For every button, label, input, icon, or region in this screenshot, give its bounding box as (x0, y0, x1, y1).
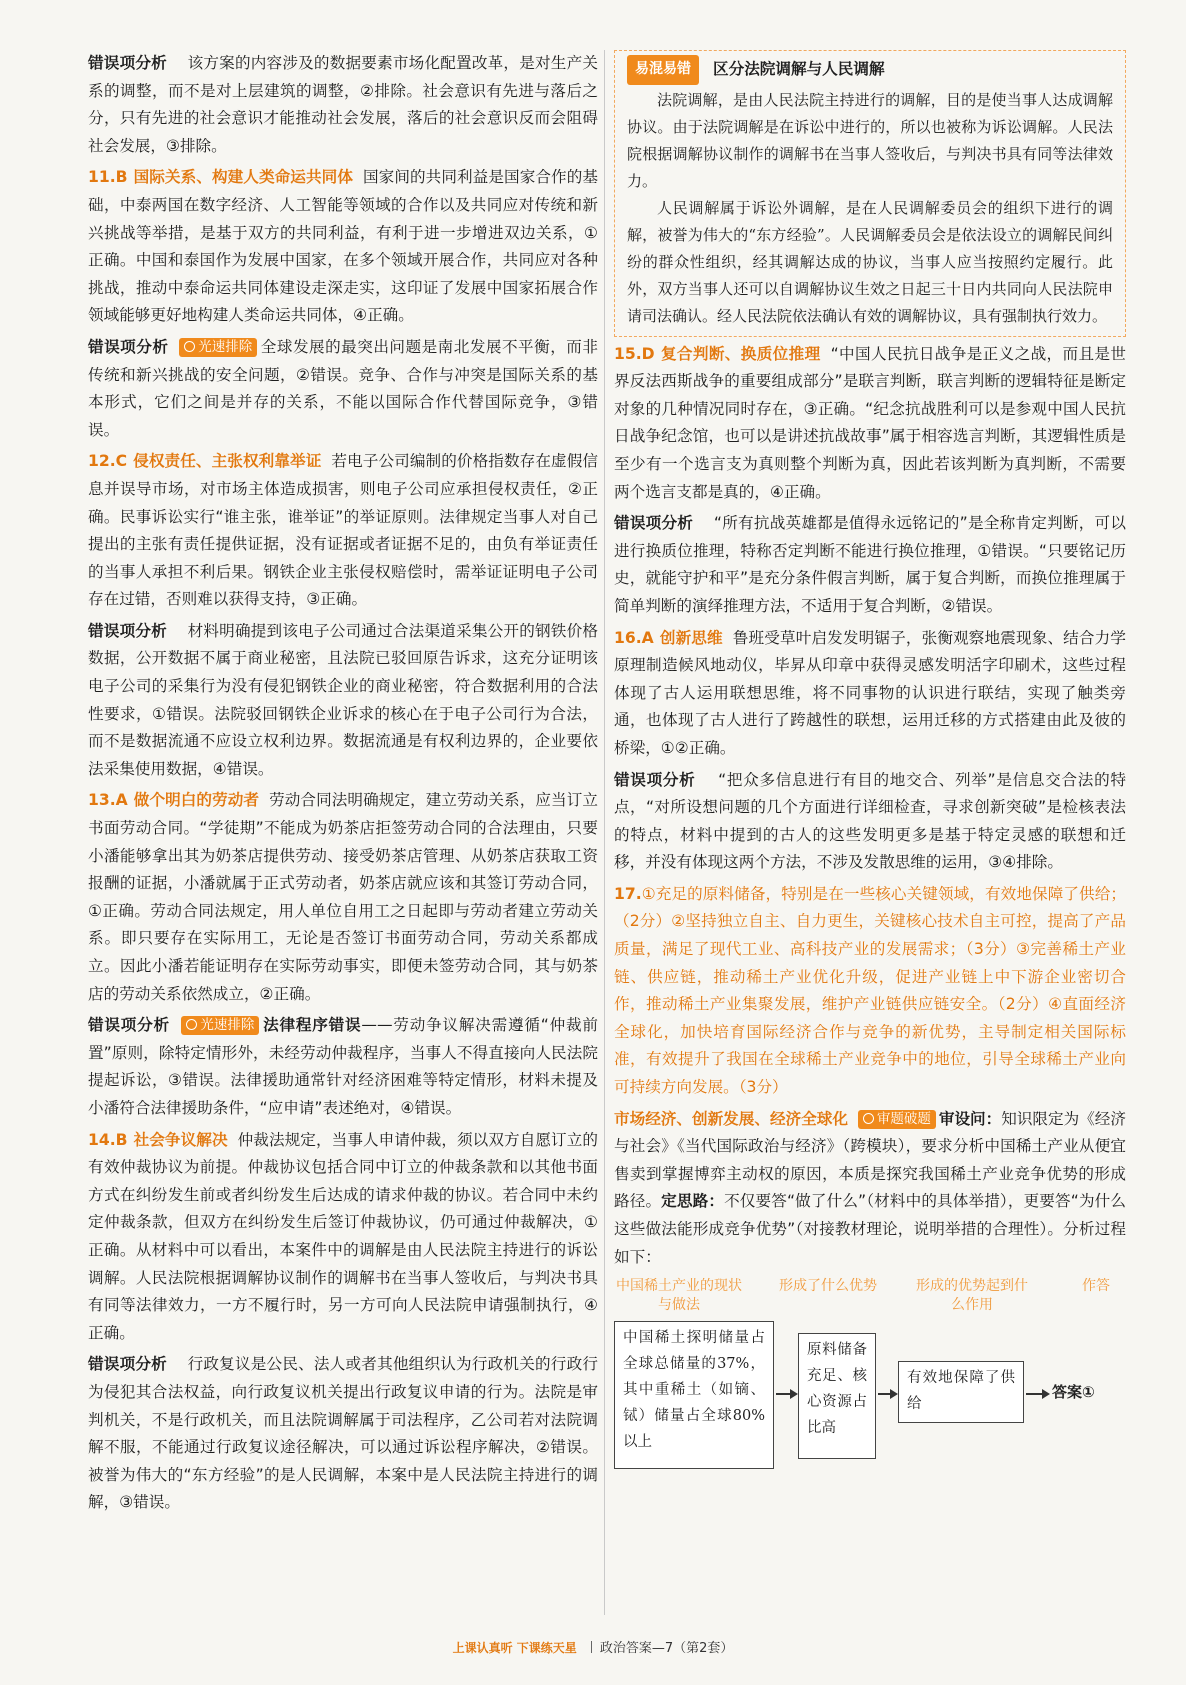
q16-answer: 16.A 创新思维 鲁班受草叶启发发明锯子，张衡观察地震现象、结合力学原理制造候风地动仪，毕昇从印章中获得灵感发明活字印刷术，这些过程体现了古人运用联想思维，将不同事物的认识进行联结，实现了触类旁通，也体现了古人进行了跨越性的联想，运用迁移的方式搭建由此及彼的桥梁，①②正确。 (614, 628, 1126, 757)
analysis-tag: 审题破题 (858, 1110, 936, 1129)
q13-answer: 13.A 做个明白的劳动者 劳动合同法明确规定，建立劳动关系，应当订立书面劳动合同。“学徒期”不能成为奶茶店拒签劳动合同的合法理由，只要小潘能够拿出其为奶茶店提供劳动、接受奶茶店管理、从奶茶店获取工资报酬的证据，小潘就属于正式劳动者，奶茶店就应该和其签订劳动合同，①正确。劳动合同法规定，用人单位自用工之日起即与劳动者建立劳动关系。即只要存在实际用工，无论是否签订书面劳动合同，劳动关系都成立。因此小潘若能证明存在实际劳动事实，即便未签劳动合同，其与奶茶店的劳动关系依然成立，②正确。 (88, 791, 598, 1003)
q11-answer: 11.B 国际关系、构建人类命运共同体 国家间的共同利益是国家合作的基础，中泰两国在数字经济、人工智能等领域的合作以及共同应对传统和新兴挑战等举措，是基于双方的共同利益，有利于进一步增进双边关系，①正确。中国和泰国作为发展中国家，在多个领域开展合作，共同应对各种挑战，推动中泰命运共同体建设走深走实，这印证了发展中国家拓展合作领域能够更好地构建人类命运共同体，④正确。 (88, 168, 598, 325)
left-column (88, 50, 598, 1517)
flow-box-effect: 有效地保障了供给 (898, 1361, 1024, 1423)
fast-exclude-tag: 光速排除 (179, 338, 257, 357)
flow-answer: 答案① (1052, 1383, 1095, 1402)
q13-error-analysis: 错误项分析 光速排除 法律程序错误——劳动争议解决需遵循“仲裁前置”原则，除特定情形外，未经劳动仲裁程序，当事人不得直接向人民法院提起诉讼，③错误。法律援助通常针对经济困难等特定情形，材料未提及小潘符合法律援助条件，“应申请”表述绝对，④错误。 (88, 1016, 598, 1117)
q17-analysis: 市场经济、创新发展、经济全球化 审题破题 审设问：知识限定为《经济与社会》《当代国际政治与经济》（跨模块），要求分析中国稀土产业从便宜售卖到掌握博弈主动权的原因，本质是探究我国稀土产业竞争优势的形成路径。定思路：不仅要答“做了什么”（材料中的具体举措），更要答“为什么这些做法能形成竞争优势”（对接教材理论，说明举措的合理性）。分析过程如下： (614, 1109, 1126, 1266)
flow-box-advantage: 原料储备充足、核心资源占比高 (798, 1333, 876, 1459)
flow-diagram (614, 1321, 1126, 1471)
clock-icon (184, 341, 195, 352)
fast-exclude-tag: 光速排除 (181, 1016, 259, 1035)
q12-error-analysis: 错误项分析 材料明确提到该电子公司通过合法渠道采集公开的钢铁价格数据，公开数据不属于商业秘密，且法院已驳回原告诉求，这充分证明该电子公司的采集行为没有侵犯钢铁企业的商业秘密，符合数据利用的合法性要求，①错误。法院驳回钢铁企业诉求的核心在于电子公司行为合法，而不是数据流通不应设立权利边界。数据流通是有权利边界的，企业要依法采集使用数据，④错误。 (88, 621, 598, 778)
flow-headings (614, 1277, 1126, 1315)
flow-head-4: 作答 (1082, 1278, 1110, 1295)
confusion-title: 区分法院调解与人民调解 (713, 60, 885, 78)
arrow-icon (776, 1393, 796, 1395)
q14-error-analysis: 错误项分析 行政复议是公民、法人或者其他组织认为行政机关的行政行为侵犯其合法权益，向行政复议机关提出行政复议申请的行为。法院是审判机关，不是行政机关，而且法院调解属于司法程序，乙公司若对法院调解不服，不能通过行政复议途径解决，可以通过诉讼程序解决，②错误。被誉为伟大的“东方经验”的是人民调解，本案中是人民法院主持进行的调解，③错误。 (88, 1355, 598, 1512)
confusion-note-box (614, 50, 1126, 337)
court-mediation-text: 法院调解，是由人民法院主持进行的调解，目的是使当事人达成调解协议。由于法院调解是在诉讼中进行的，所以也被称为诉讼调解。人民法院根据调解协议制作的调解书在当事人签收后，与判决书具有同等法律效力。 (627, 90, 1113, 190)
flow-head-1: 中国稀土产业的现状与做法 (616, 1278, 742, 1314)
q17-answer: 17.①充足的原料储备，特别是在一些核心关键领域，有效地保障了供给；（2分）②坚持独立自主、自力更生，关键核心技术自主可控，提高了产品质量，满足了现代工业、高科技产业的发展需求；（3分）③完善稀土产业链、供应链，推动稀土产业优化升级，促进产业链上中下游企业密切合作，推动稀土产业集聚发展，维护产业链供应链安全。（2分）④直面经济全球化，加快培育国际经济合作与竞争的新优势，主导制定相关国际标准，有效提升了我国在全球稀土产业竞争中的地位，引导全球稀土产业向可持续方向发展。（3分） (614, 884, 1126, 1097)
q12-answer: 12.C 侵权责任、主张权利靠举证 若电子公司编制的价格指数存在虚假信息并误导市场，对市场主体造成损害，则电子公司应承担侵权责任，②正确。民事诉讼实行“谁主张，谁举证”的举证原则。法律规定当事人对自己提出的主张有责任提供证据，没有证据或者证据不足的，由负有举证责任的当事人承担不利后果。钢铁企业主张侵权赔偿时，需举证证明电子公司存在过错，否则难以获得支持，③正确。 (88, 452, 598, 609)
clock-icon (186, 1019, 197, 1030)
q16-error-analysis: 错误项分析 “把众多信息进行有目的地交合、列举”是信息交合法的特点，“对所设想问题的几个方面进行详细检查，寻求创新突破”是检核表法的特点，材料中提到的古人的这些发明更多是基于特定灵感的联想和迁移，并没有体现这两个方法，不涉及发散思维的运用，③④排除。 (614, 770, 1126, 872)
q15-answer: 15.D 复合判断、换质位推理 “中国人民抗日战争是正义之战，而且是世界反法西斯战争的重要组成部分”是联言判断，联言判断的逻辑特征是断定对象的几种情况同时存在，③正确。“纪念抗战胜利可以是参观中国人民抗日战争纪念馆，也可以是讲述抗战故事”属于相容选言判断，其逻辑性质是至少有一个选言支为真则整个判断为真，因此若该判断为真判断，不需要两个选言支都是真的，④正确。 (614, 344, 1126, 501)
q10-error-analysis: 错误项分析 该方案的内容涉及的数据要素市场化配置改革，是对生产关系的调整，而不是对上层建筑的调整，②排除。社会意识有先进与落后之分，只有先进的社会意识才能推动社会发展，落后的社会意识反而会阻碍社会发展，③排除。 (88, 54, 598, 155)
arrow-icon (878, 1393, 896, 1395)
flow-head-3: 形成的优势起到什么作用 (916, 1278, 1028, 1314)
brand-logo: 上课认真听 下课练天星 (452, 1641, 577, 1655)
q14-answer: 14.B 社会争议解决 仲裁法规定，当事人申请仲裁，须以双方自愿订立的有效仲裁协议为前提。仲裁协议包括合同中订立的仲裁条款和以其他书面方式在纠纷发生前或者纠纷发生后达成的请求仲裁的协议。若合同中未约定仲裁条款，但双方在纠纷发生后签订仲裁协议，仍可通过仲裁解决，①正确。从材料中可以看出，本案件中的调解是由人民法院主持进行的诉讼调解。人民法院根据调解协议制作的调解书在当事人签收后，与判决书具有同等法律效力，一方不履行时，另一方可向人民法院申请强制执行，④正确。 (88, 1130, 598, 1342)
arrow-icon (1026, 1393, 1048, 1395)
flow-head-2: 形成了什么优势 (779, 1278, 877, 1295)
q15-error-analysis: 错误项分析 “所有抗战英雄都是值得永远铭记的”是全称肯定判断，可以进行换质位推理，特称否定判断不能进行换位推理，①错误。“只要铭记历史，就能守护和平”是充分条件假言判断，属于复合判断，而换位推理属于简单判断的演绎推理方法，不适用于复合判断，②错误。 (614, 514, 1126, 615)
clock-icon (863, 1113, 874, 1124)
column-divider (604, 50, 605, 1615)
people-mediation-text: 人民调解属于诉讼外调解，是在人民调解委员会的组织下进行的调解，被誉为伟大的“东方经验”。人民调解委员会是依法设立的调解民间纠纷的群众性组织，经其调解达成的协议，当事人应当按照约定履行。此外，双方当事人还可以自调解协议生效之日起三十日内共同向人民法院申请司法确认。经人民法院依法确认有效的调解协议，具有强制执行效力。 (627, 198, 1113, 325)
right-column (614, 50, 1126, 1471)
page-footer (0, 1637, 1186, 1656)
page-number: 政治答案—7（第2套） (599, 1641, 734, 1656)
flow-box-status: 中国稀土探明储量占全球总储量的37%，其中重稀土（如镝、铽）储量占全球80%以上 (614, 1321, 774, 1469)
q11-error-analysis: 错误项分析 光速排除 全球发展的最突出问题是南北发展不平衡，而非传统和新兴挑战的安全问题，②错误。竞争、合作与冲突是国际关系的基本形式，它们之间是并存的关系，不能以国际合作代替国际竞争，③错误。 (88, 337, 598, 439)
confusion-tag: 易混易错 (627, 55, 699, 85)
